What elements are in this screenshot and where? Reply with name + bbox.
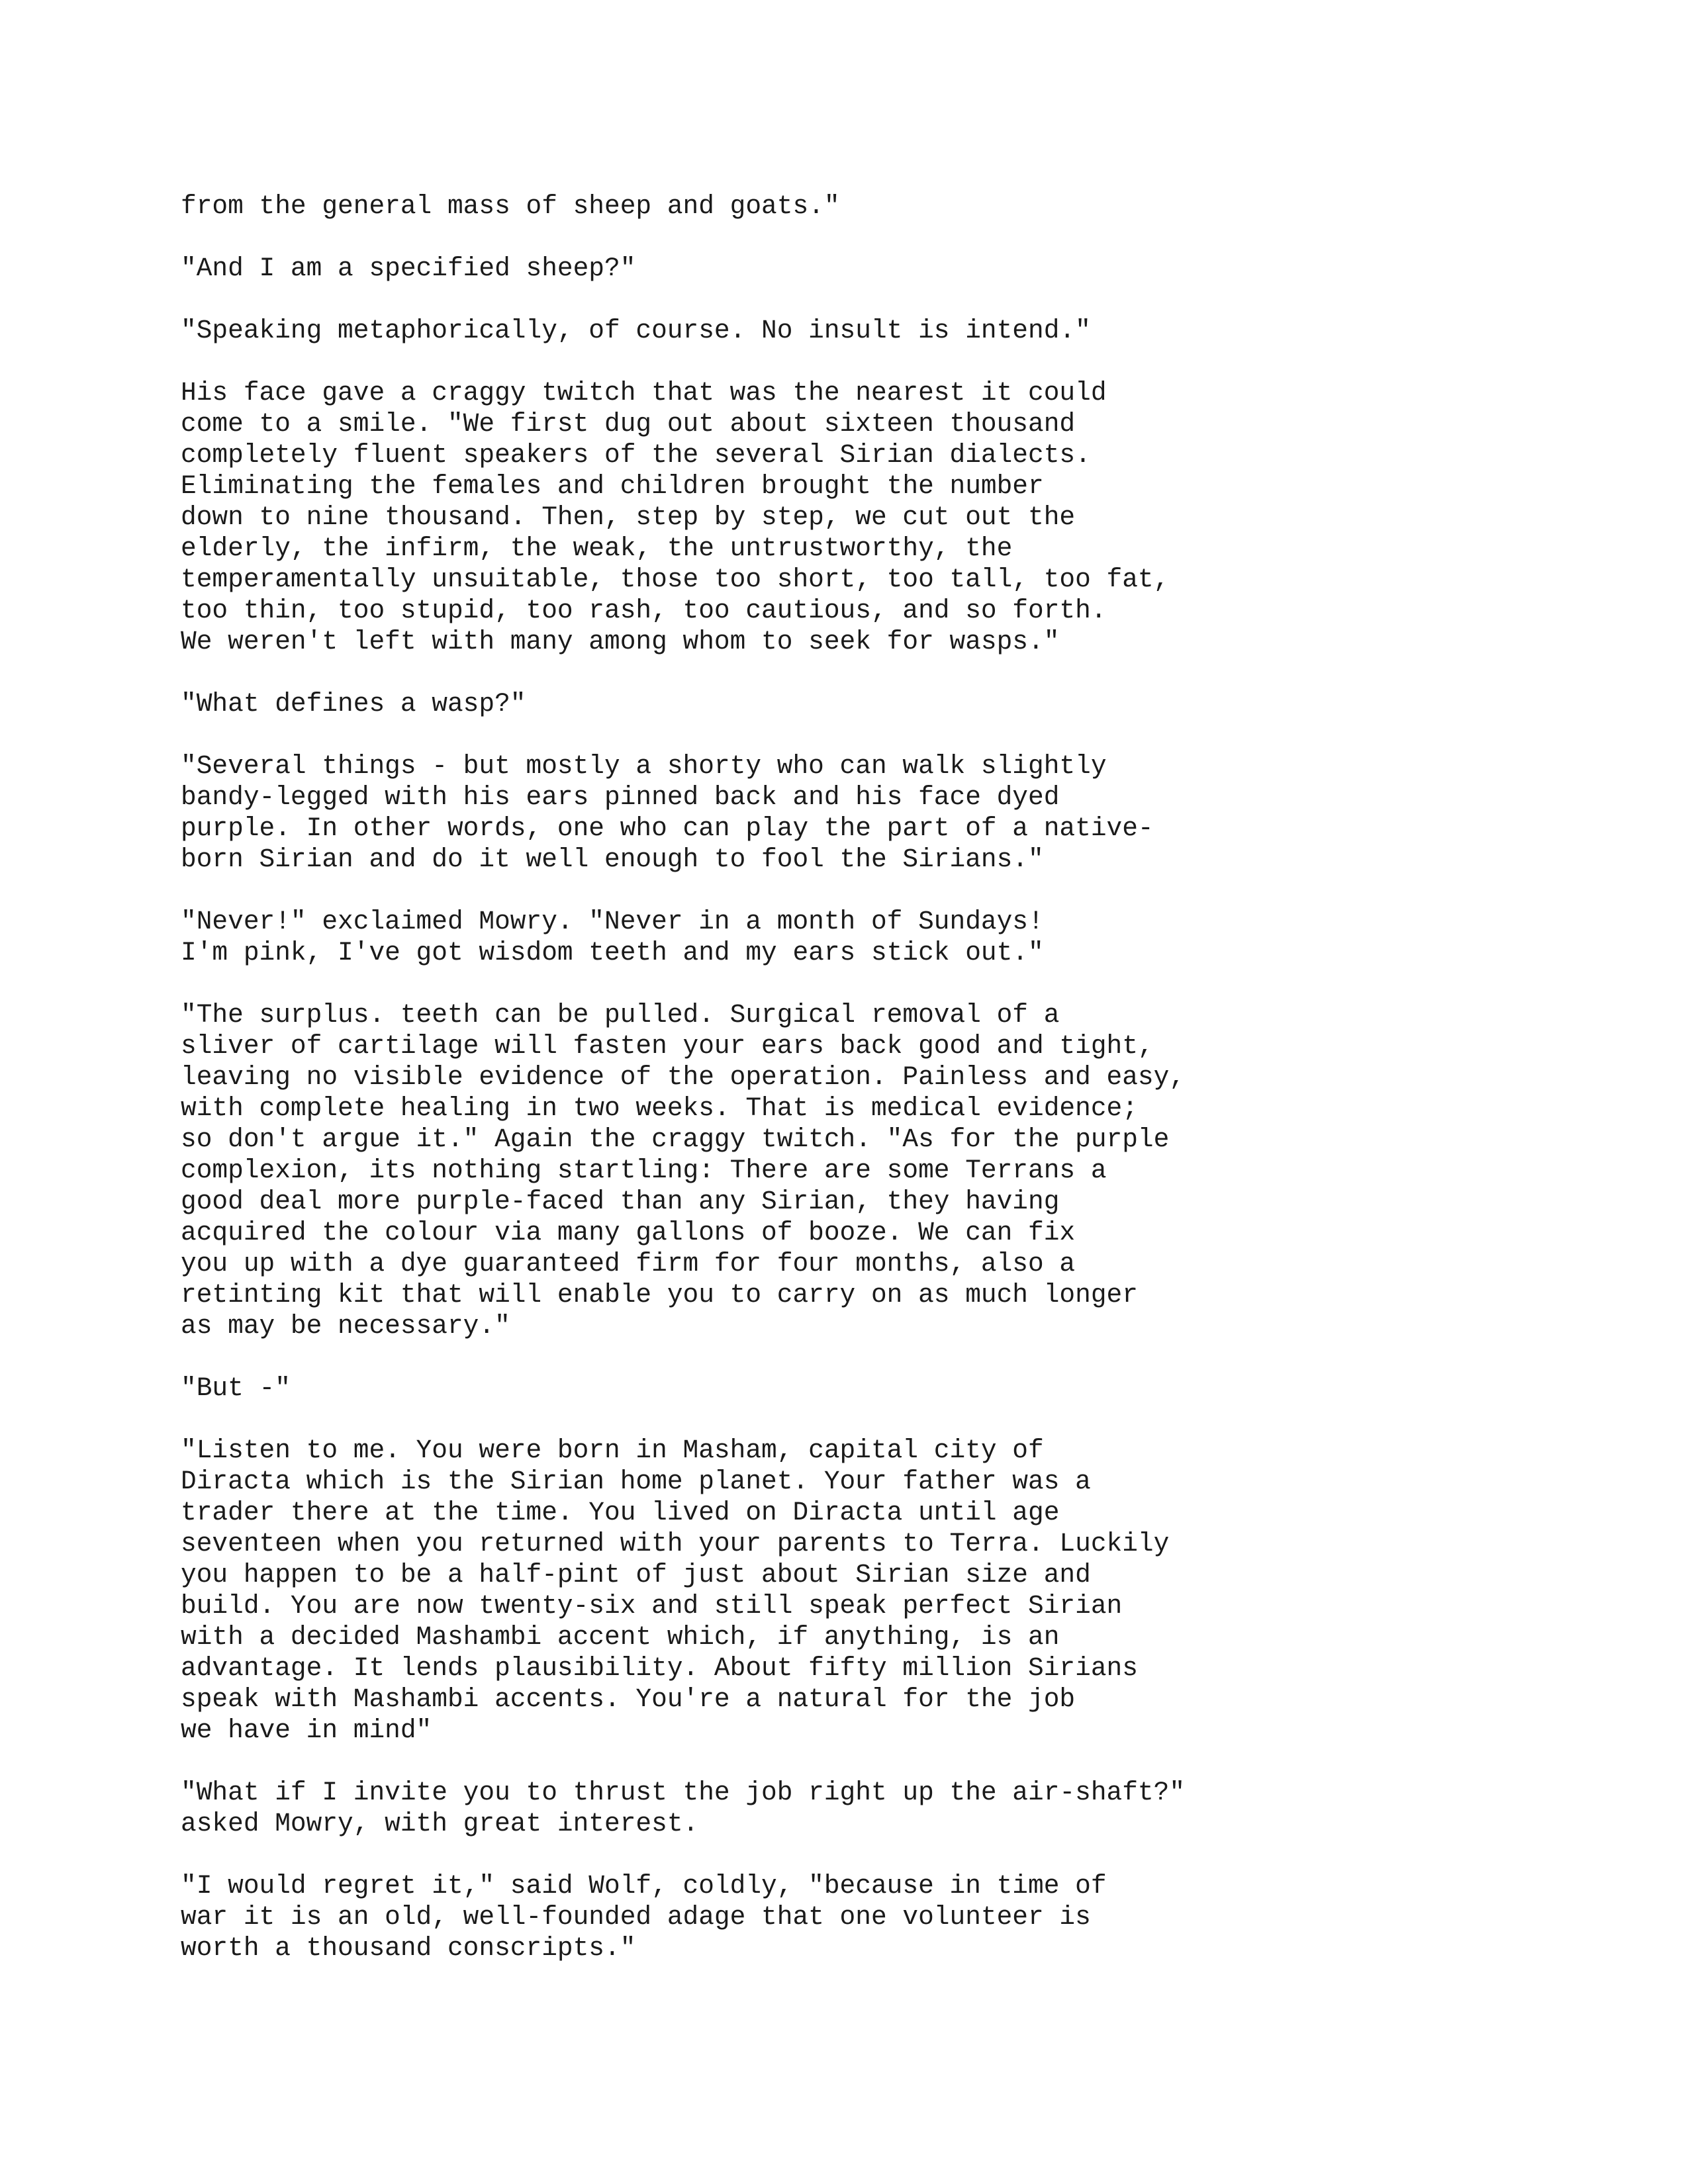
text-line: sliver of cartilage will fasten your ears back good and tight, [181,1031,1154,1061]
text-line: with complete healing in two weeks. That is medical evidence; [181,1093,1138,1123]
text-line: I'm pink, I've got wisdom teeth and my ears stick out." [181,938,1044,968]
paragraph [181,751,1531,875]
text-line: "Several things - but mostly a shorty who can walk slightly [181,751,1107,781]
paragraph [181,688,1531,719]
paragraph [181,191,1531,222]
text-line: retinting kit that will enable you to carry on as much longer [181,1280,1138,1310]
text-line: good deal more purple-faced than any Sirian, they having [181,1187,1060,1216]
text-line: we have in mind" [181,1715,432,1745]
text-line: from the general mass of sheep and goats." [181,191,840,221]
text-line: leaving no visible evidence of the operation. Painless and easy, [181,1062,1186,1092]
text-line: advantage. It lends plausibility. About fifty million Sirians [181,1653,1138,1683]
text-line: you happen to be a half-pint of just about Sirian size and [181,1560,1091,1590]
text-line: seventeen when you returned with your parents to Terra. Luckily [181,1529,1170,1559]
paragraph [181,1777,1531,1839]
paragraph [181,1373,1531,1404]
text-line: build. You are now twenty-six and still speak perfect Sirian [181,1591,1123,1621]
text-line: "And I am a specified sheep?" [181,253,636,283]
text-line: Diracta which is the Sirian home planet. Your father was a [181,1467,1091,1496]
text-line: worth a thousand conscripts." [181,1933,636,1963]
text-line: temperamentally unsuitable, those too short, too tall, too fat, [181,565,1170,594]
text-line: "The surplus. teeth can be pulled. Surgical removal of a [181,1000,1060,1030]
text-line: bandy-legged with his ears pinned back and his face dyed [181,782,1060,812]
text-line: with a decided Mashambi accent which, if anything, is an [181,1622,1060,1652]
paragraph [181,906,1531,968]
text-line: acquired the colour via many gallons of booze. We can fix [181,1218,1076,1248]
text-line: completely fluent speakers of the several Sirian dialects. [181,440,1091,470]
body-text [181,191,1531,1995]
text-line: elderly, the infirm, the weak, the untrustworthy, the [181,533,1013,563]
text-line: His face gave a craggy twitch that was the nearest it could [181,378,1107,408]
text-line: born Sirian and do it well enough to fool the Sirians." [181,844,1044,874]
text-line: come to a smile. "We first dug out about sixteen thousand [181,409,1076,439]
text-line: so don't argue it." Again the craggy twitch. "As for the purple [181,1124,1170,1154]
text-line: speak with Mashambi accents. You're a natural for the job [181,1684,1076,1714]
text-line: "Speaking metaphorically, of course. No insult is intend." [181,316,1091,345]
text-line: asked Mowry, with great interest. [181,1809,699,1839]
text-line: We weren't left with many among whom to seek for wasps." [181,627,1060,657]
paragraph [181,1435,1531,1746]
paragraph [181,999,1531,1342]
text-line: "What defines a wasp?" [181,689,526,719]
text-line: purple. In other words, one who can play the part of a native- [181,813,1154,843]
text-line: too thin, too stupid, too rash, too cautious, and so forth. [181,596,1107,625]
text-line: "Listen to me. You were born in Masham, capital city of [181,1435,1044,1465]
text-line: "What if I invite you to thrust the job right up the air-shaft?" [181,1778,1186,1807]
text-line: as may be necessary." [181,1311,510,1341]
text-line: down to nine thousand. Then, step by step, we cut out the [181,502,1076,532]
paragraph [181,315,1531,346]
paragraph [181,253,1531,284]
paragraph [181,377,1531,657]
text-line: complexion, its nothing startling: There are some Terrans a [181,1156,1107,1185]
text-line: "I would regret it," said Wolf, coldly, "because in time of [181,1871,1107,1901]
paragraph [181,1870,1531,1964]
text-line: trader there at the time. You lived on Diracta until age [181,1498,1060,1527]
text-line: you up with a dye guaranteed firm for four months, also a [181,1249,1076,1279]
text-line: "Never!" exclaimed Mowry. "Never in a month of Sundays! [181,907,1044,936]
text-line: Eliminating the females and children brought the number [181,471,1044,501]
text-line: war it is an old, well-founded adage that one volunteer is [181,1902,1091,1932]
text-line: "But -" [181,1373,291,1403]
